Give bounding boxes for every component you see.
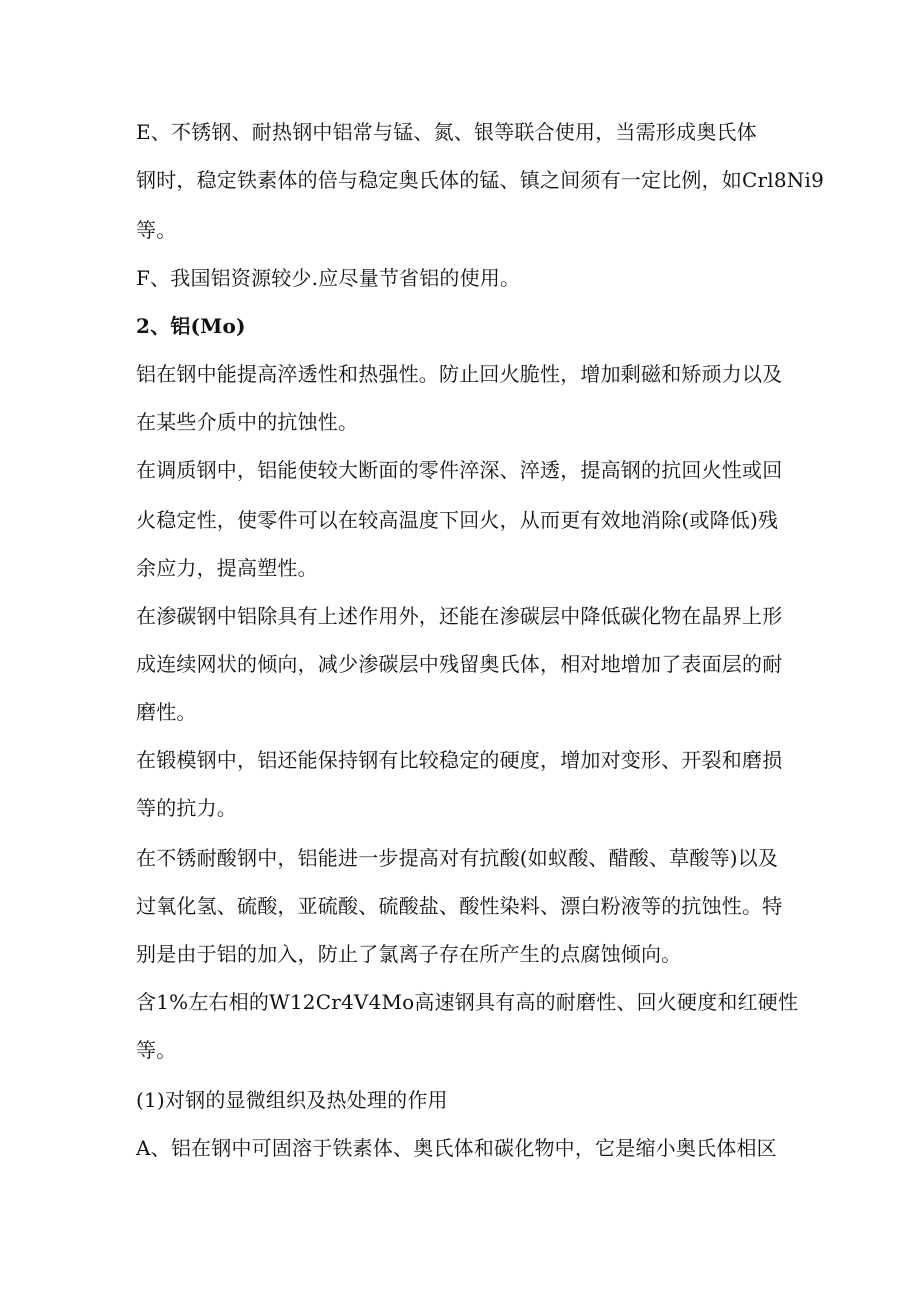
paragraph-line: 成连续网状的倾向，减少渗碳层中残留奥氏体，相对地增加了表面层的耐 <box>136 652 783 676</box>
paragraph-line: 等。 <box>136 1038 177 1062</box>
paragraph-line: 在不锈耐酸钢中，铝能进一步提高对有抗酸(如蚁酸、醋酸、草酸等)以及 <box>136 846 779 870</box>
paragraph-line: 在调质钢中，铝能使较大断面的零件淬深、淬透，提高钢的抗回火性或回 <box>136 458 783 482</box>
paragraph-line: 余应力，提高塑性。 <box>136 556 318 580</box>
section-heading: 2、铝(Mo) <box>136 314 246 338</box>
paragraph-line: 含1%左右相的W12Cr4V4Mo高速钢具有高的耐磨性、回火硬度和红硬性 <box>136 990 799 1014</box>
paragraph-line: 磨性。 <box>136 700 197 724</box>
paragraph-line: 在某些介质中的抗蚀性。 <box>136 410 359 434</box>
paragraph-line: 别是由于铝的加入，防止了氯离子存在所产生的点腐蚀倾向。 <box>136 942 682 966</box>
paragraph-line: 等的抗力。 <box>136 796 237 820</box>
paragraph-line: 火稳定性，使零件可以在较高温度下回火，从而更有效地消除(或降低)残 <box>136 508 779 532</box>
paragraph-line: 在锻模钢中，铝还能保持钢有比较稳定的硬度，增加对变形、开裂和磨损 <box>136 748 783 772</box>
paragraph-line: 在渗碳钢中铝除具有上述作用外，还能在渗碳层中降低碳化物在晶界上形 <box>136 604 783 628</box>
subsection-heading: (1)对钢的显微组织及热处理的作用 <box>136 1088 448 1112</box>
paragraph-line: 等。 <box>136 218 177 242</box>
paragraph-line: A、铝在钢中可固溶于铁素体、奥氏体和碳化物中，它是缩小奥氏体相区 <box>136 1136 777 1160</box>
paragraph-line: F、我国铝资源较少.应尽量节省铝的使用。 <box>136 266 521 290</box>
paragraph-line: E、不锈钢、耐热钢中铝常与锰、氮、银等联合使用，当需形成奥氏体 <box>136 120 757 144</box>
paragraph-line: 铝在钢中能提高淬透性和热强性。防止回火脆性，增加剩磁和矫顽力以及 <box>136 362 783 386</box>
paragraph-line: 钢时，稳定铁素体的倍与稳定奥氏体的锰、镇之间须有一定比例，如Crl8Ni9 <box>136 168 825 192</box>
paragraph-line: 过氧化氢、硫酸，亚硫酸、硫酸盐、酸性染料、漂白粉液等的抗蚀性。特 <box>136 894 783 918</box>
